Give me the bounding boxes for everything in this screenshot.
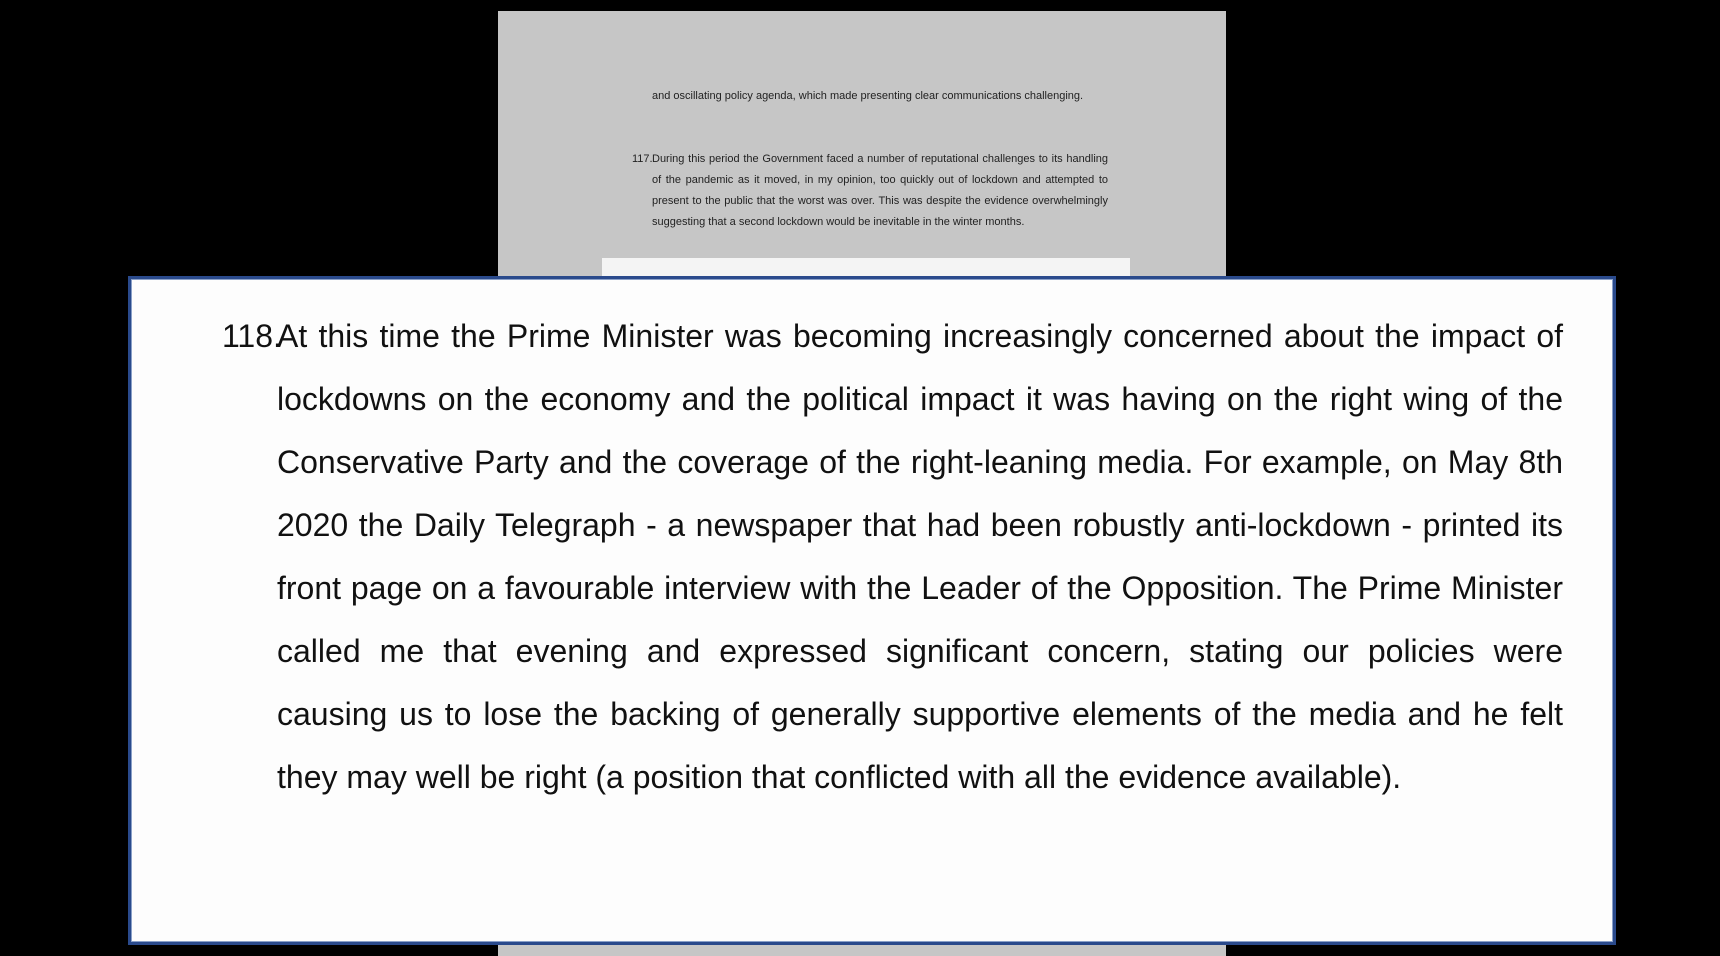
paragraph-number: 117. (632, 153, 653, 165)
callout-paragraph-118 (222, 305, 1563, 809)
callout-paragraph-text: At this time the Prime Minister was becoming increasingly concerned about the impact of lockdowns on the economy and the political impact it was having on the right wing of the Conservative Party and the coverage of the right-leaning media. For example, on May 8th 2020 the Daily Telegraph - a newspaper that had been robustly anti-lockdown - printed its front page on a favourable interview with the Leader of the Opposition. The Prime Minister called me that evening and expressed significant concern, stating our policies were causing us to lose the backing of generally supportive elements of the media and he felt they may well be right (a position that conflicted with all the evidence available). (277, 318, 1563, 795)
background-paragraph-117 (632, 149, 1108, 233)
background-paragraph-text: During this period the Government faced a number of reputational challenges to its handling of the pandemic as it moved, in my opinion, too quickly out of lockdown and attempted to present to the public that the worst was over. This was despite the evidence overwhelmingly suggesting that a second lockdown would be inevitable in the winter months. (652, 153, 1108, 228)
background-paragraph-text: and oscillating policy agenda, which made presenting clear communications challenging. (652, 90, 1084, 102)
paragraph-number: 118. (222, 318, 282, 354)
background-paragraph (652, 86, 1108, 107)
zoomed-paragraph-callout (128, 276, 1616, 945)
